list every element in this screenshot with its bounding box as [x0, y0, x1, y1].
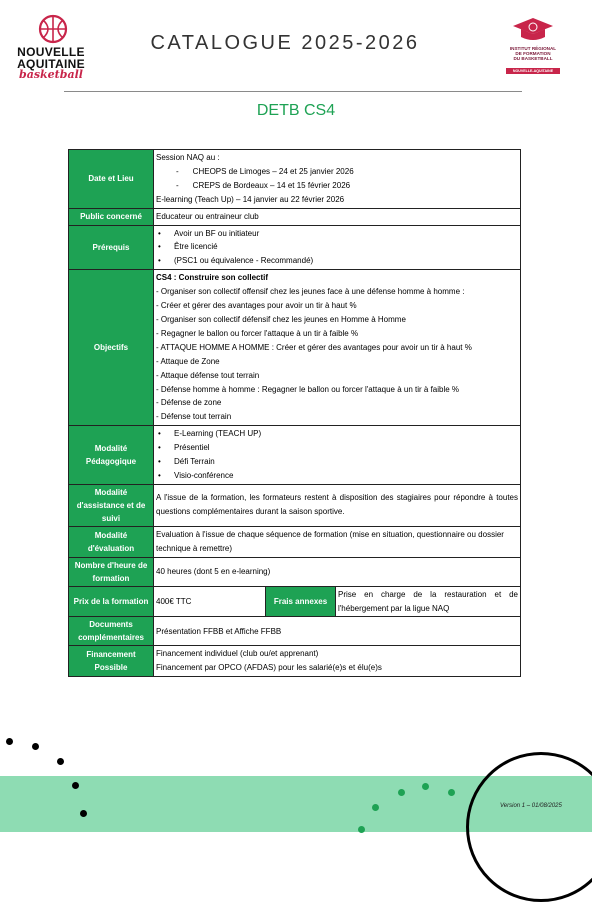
- value-date-lieu: Session NAQ au : - CHEOPS de Limoges – 24 et 25 janvier 2026 - CREPS de Bordeaux – 14 et 15 février 2026 E-learning (Teach Up) – 14 janvier au 22 février 2026: [154, 150, 521, 209]
- row-modalite-assistance: [69, 484, 521, 526]
- decorative-circle: [466, 752, 592, 902]
- logo-text-aquitaine: AQUITAINE: [17, 57, 85, 71]
- row-objectifs: [69, 270, 521, 426]
- list-item: - Créer et gérer des avantages pour avoir un tir à haut %: [156, 301, 357, 311]
- row-financement: [69, 646, 521, 677]
- list-item: • Avoir un BF ou initiateur: [156, 227, 518, 241]
- row-modalite-pedagogique: [69, 426, 521, 485]
- header-divider: [64, 91, 522, 92]
- objectifs-heading: CS4 : Construire son collectif: [156, 273, 269, 283]
- logo-text-nouvelle: NOUVELLE: [17, 45, 85, 59]
- label-public: Public concerné: [69, 208, 154, 225]
- logo-text-basketball: basketball: [19, 68, 83, 81]
- list-item: • Présentiel: [156, 441, 518, 455]
- value-documents: Présentation FFBB et Affiche FFBB: [154, 617, 521, 646]
- label-frais-annexes: Frais annexes: [266, 586, 336, 617]
- decorative-dot: [422, 783, 429, 790]
- institut-regional-logo: [500, 16, 566, 78]
- list-item: - Organiser son collectif défensif chez les jeunes en Homme à Homme: [156, 314, 406, 324]
- row-public: [69, 208, 521, 225]
- page-title: CATALOGUE 2025-2026: [150, 32, 420, 54]
- label-financement: Financement Possible: [69, 646, 154, 677]
- value-financement: Financement individuel (club ou/et apprenant) Financement par OPCO (AFDAS) pour les salarié(e)s et élu(e)s: [154, 646, 521, 677]
- list-item: - ATTAQUE HOMME A HOMME : Créer et gérer des avantages pour avoir un tir à haut %: [156, 342, 472, 352]
- list-item: • Visio-conférence: [156, 469, 518, 483]
- list-item: • E-Learning (TEACH UP): [156, 427, 518, 441]
- value-prerequis: [154, 225, 521, 270]
- value-objectifs: [154, 270, 521, 426]
- list-item: - Regagner le ballon ou forcer l'attaque à un tir à faible %: [156, 328, 359, 338]
- value-nombre-heures: 40 heures (dont 5 en e-learning): [154, 557, 521, 586]
- graduation-cap-icon: [512, 16, 554, 42]
- list-item: - Organiser son collectif offensif chez les jeunes face à une défense homme à homme :: [156, 287, 465, 297]
- label-objectifs: Objectifs: [69, 270, 154, 426]
- list-item: • Défi Terrain: [156, 455, 518, 469]
- list-item: - Attaque de Zone: [156, 356, 220, 366]
- list-item: - Défense tout terrain: [156, 412, 232, 422]
- document-subtitle: DETB CS4: [256, 102, 336, 119]
- list-item: - Attaque défense tout terrain: [156, 370, 260, 380]
- row-modalite-evaluation: [69, 526, 521, 557]
- value-prix: 400€ TTC: [154, 586, 266, 617]
- label-modalite-evaluation: Modalité d'évaluation: [69, 526, 154, 557]
- decorative-dot: [57, 758, 64, 765]
- decorative-dot: [398, 789, 405, 796]
- row-prix: [69, 586, 521, 617]
- label-modalite-pedagogique: Modalité Pédagogique: [69, 426, 154, 485]
- decorative-dot: [72, 782, 79, 789]
- row-date-lieu: [69, 150, 521, 209]
- decorative-dot: [6, 738, 13, 745]
- list-item: - Défense homme à homme : Regagner le ballon ou forcer l'attaque à un tir à faible %: [156, 384, 460, 394]
- nouvelle-aquitaine-basketball-logo: [8, 12, 94, 80]
- label-documents: Documents complémentaires: [69, 617, 154, 646]
- row-documents: [69, 617, 521, 646]
- decorative-dot: [80, 810, 87, 817]
- value-modalite-assistance: A l'issue de la formation, les formateurs restent à disposition des stagiaires pour répondre à toutes questions complémentaires durant la saison sportive.: [154, 484, 521, 526]
- list-item: • (PSC1 ou équivalence - Recommandé): [156, 254, 518, 268]
- value-modalite-pedagogique: [154, 426, 521, 485]
- decorative-dot: [448, 789, 455, 796]
- label-prerequis: Prérequis: [69, 225, 154, 270]
- list-item: • Être licencié: [156, 240, 518, 254]
- label-prix: Prix de la formation: [69, 586, 154, 617]
- value-public: Educateur ou entraineur club: [154, 208, 521, 225]
- version-label: Version 1 – 01/08/2025: [500, 803, 562, 809]
- list-item: - Défense de zone: [156, 398, 222, 408]
- decorative-dot: [372, 804, 379, 811]
- basketball-icon: [38, 14, 68, 44]
- value-modalite-evaluation: Evaluation à l'issue de chaque séquence de formation (mise en situation, questionnaire ou dossier technique à remettre): [154, 526, 521, 557]
- formation-info-table: [68, 149, 521, 677]
- institut-logo-band: NOUVELLE-AQUITAINE: [506, 68, 560, 74]
- label-modalite-assistance: Modalité d'assistance et de suivi: [69, 484, 154, 526]
- label-nombre-heures: Nombre d'heure de formation: [69, 557, 154, 586]
- decorative-dot: [32, 743, 39, 750]
- row-prerequis: [69, 225, 521, 270]
- label-date-lieu: Date et Lieu: [69, 150, 154, 209]
- row-nombre-heures: [69, 557, 521, 586]
- value-frais-annexes: Prise en charge de la restauration et de l'hébergement par la ligue NAQ: [336, 586, 521, 617]
- institut-logo-text: INSTITUT RÉGIONAL DE FORMATION DU BASKETBALL: [509, 46, 557, 62]
